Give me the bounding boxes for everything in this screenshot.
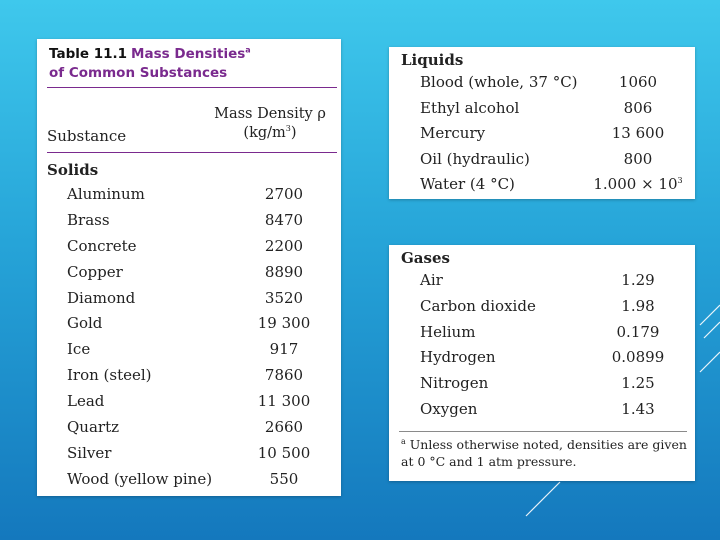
liquids-table-panel bbox=[389, 47, 695, 199]
table-row: Water (4 °C) $1.000 \times 10^3$ bbox=[420, 175, 683, 194]
table-row: Carbon dioxide 1.98 bbox=[420, 296, 655, 315]
table-row: Quartz 2660 bbox=[67, 418, 304, 437]
table-row: Brass 8470 bbox=[67, 210, 304, 229]
table-row: Oxygen 1.43 bbox=[420, 399, 655, 418]
gases-table-panel bbox=[389, 245, 695, 481]
liquids-list bbox=[420, 73, 690, 201]
table-title-text: Mass Densities$^a$ bbox=[131, 45, 251, 62]
liquids-section-label: Liquids bbox=[401, 51, 464, 69]
density-column-header: Mass Density ρ $(kg/m^3)$ bbox=[214, 106, 326, 141]
solids-section-label: Solids bbox=[47, 161, 99, 179]
table-row: Copper 8890 bbox=[67, 262, 304, 281]
header-divider bbox=[47, 152, 337, 153]
footnote: $^a$ Unless otherwise noted, densities are given at 0 °C and 1 atm pressure. bbox=[401, 436, 687, 469]
gases-list bbox=[420, 271, 690, 426]
table-row: Ice 917 bbox=[67, 340, 299, 359]
table-row: Ethyl alcohol 806 bbox=[420, 98, 653, 117]
table-row: Diamond 3520 bbox=[67, 288, 304, 307]
table-row: Blood (whole, 37 °C) 1060 bbox=[420, 73, 658, 91]
table-row: Mercury 13 600 bbox=[420, 124, 665, 143]
table-row: Wood (yellow pine) 550 bbox=[67, 469, 299, 488]
table-number: Table 11.1 bbox=[49, 46, 128, 62]
table-row: Concrete 2200 bbox=[67, 236, 304, 255]
table-row: Lead 11 300 bbox=[67, 392, 311, 411]
table-row: Nitrogen 1.25 bbox=[420, 374, 655, 393]
table-title bbox=[49, 45, 251, 83]
solids-table-panel bbox=[37, 39, 341, 496]
table-row: Aluminum 2700 bbox=[67, 185, 304, 203]
gases-section-label: Gases bbox=[401, 249, 450, 267]
solids-list bbox=[67, 185, 324, 496]
footnote-divider bbox=[399, 431, 687, 432]
title-divider bbox=[47, 87, 337, 88]
table-row: Iron (steel) 7860 bbox=[67, 366, 304, 385]
substance-column-header: Substance bbox=[47, 127, 127, 145]
table-row: Helium 0.179 bbox=[420, 322, 660, 341]
table-row: Silver 10 500 bbox=[67, 443, 311, 462]
table-title-line2: of Common Substances bbox=[49, 65, 228, 81]
table-row: Gold 19 300 bbox=[67, 314, 311, 333]
table-row: Air 1.29 bbox=[420, 271, 655, 289]
table-row: Hydrogen 0.0899 bbox=[420, 348, 665, 367]
table-row: Oil (hydraulic) 800 bbox=[420, 149, 653, 168]
